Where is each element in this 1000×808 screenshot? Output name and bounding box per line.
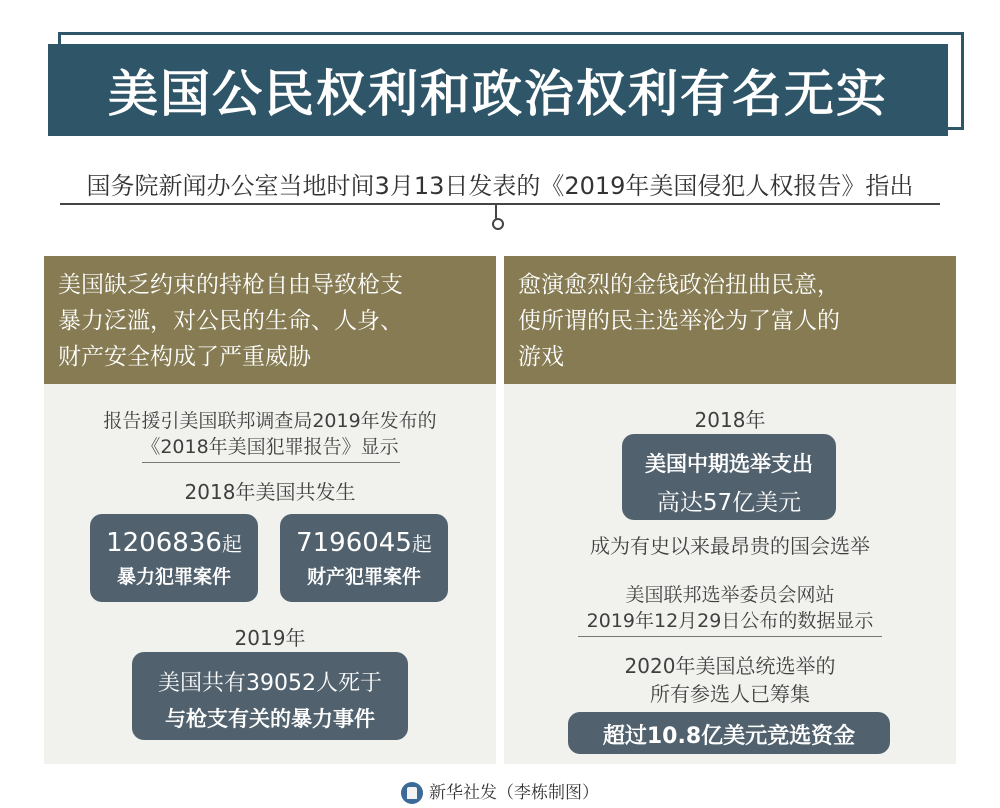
source-line-2: 《2018年美国犯罪报告》显示 [141,436,399,458]
midterm-spending-line-2: 高达57亿美元 [656,490,802,516]
left-header-line: 暴力泛滥，对公民的生命、人身、 [58,308,403,334]
year-2018-label: 2018年 [694,408,766,432]
xinhua-logo-icon [401,782,423,804]
right-header-line: 使所谓的民主选举沦为了富人的 [518,308,840,334]
presidential-line-1: 2020年美国总统选举的 [624,654,836,678]
fec-line-2: 2019年12月29日公布的数据显示 [586,610,874,632]
right-column-body [504,384,956,764]
gun-deaths-line-1: 美国共有39052人死于 [158,671,382,696]
gun-deaths-line-2: 与枪支有关的暴力事件 [165,707,375,731]
violent-crime-label: 暴力犯罪案件 [116,566,231,588]
property-crime-unit: 起 [411,532,432,556]
left-column-header [44,256,496,384]
connector-circle-icon [492,218,504,230]
campaign-funds-text: 超过10.8亿美元竞选资金 [602,724,856,749]
property-crime-card [280,514,448,602]
source-underline [142,462,400,463]
year-2018-label: 2018年美国共发生 [184,480,356,504]
violent-crime-unit: 起 [221,532,242,556]
left-column-body [44,384,496,764]
subtitle: 国务院新闻办公室当地时间3月13日发表的《2019年美国侵犯人权报告》指出 [86,172,914,200]
left-header-line: 财产安全构成了严重威胁 [58,344,311,370]
midterm-spending-line-1: 美国中期选举支出 [645,452,813,476]
year-2019-label: 2019年 [234,626,306,650]
most-expensive-text: 成为有史以来最昂贵的国会选举 [590,534,870,558]
footer-credit [0,778,1000,804]
property-crime-number: 7196045 [296,528,412,558]
subtitle-divider [60,203,940,205]
page-title: 美国公民权利和政治权利有名无实 [108,65,888,123]
right-header-line: 游戏 [518,344,564,370]
fec-line-1: 美国联邦选举委员会网站 [625,584,835,606]
footer-credit-text: 新华社发（李栋制图） [429,783,599,803]
violent-crime-card [90,514,258,602]
right-header-line: 愈演愈烈的金钱政治扭曲民意， [518,272,840,298]
gun-deaths-card [132,652,408,740]
left-header-line: 美国缺乏约束的持枪自由导致枪支 [58,272,403,298]
campaign-funds-card [568,712,890,754]
presidential-line-2: 所有参选人已筹集 [650,682,810,706]
violent-crime-number: 1206836 [106,528,222,558]
fec-underline [578,636,882,637]
title-bar [48,44,948,136]
source-line-1: 报告援引美国联邦调查局2019年发布的 [103,410,437,432]
property-crime-label: 财产犯罪案件 [306,566,421,588]
right-column-header [504,256,956,384]
midterm-spending-card [622,434,836,520]
